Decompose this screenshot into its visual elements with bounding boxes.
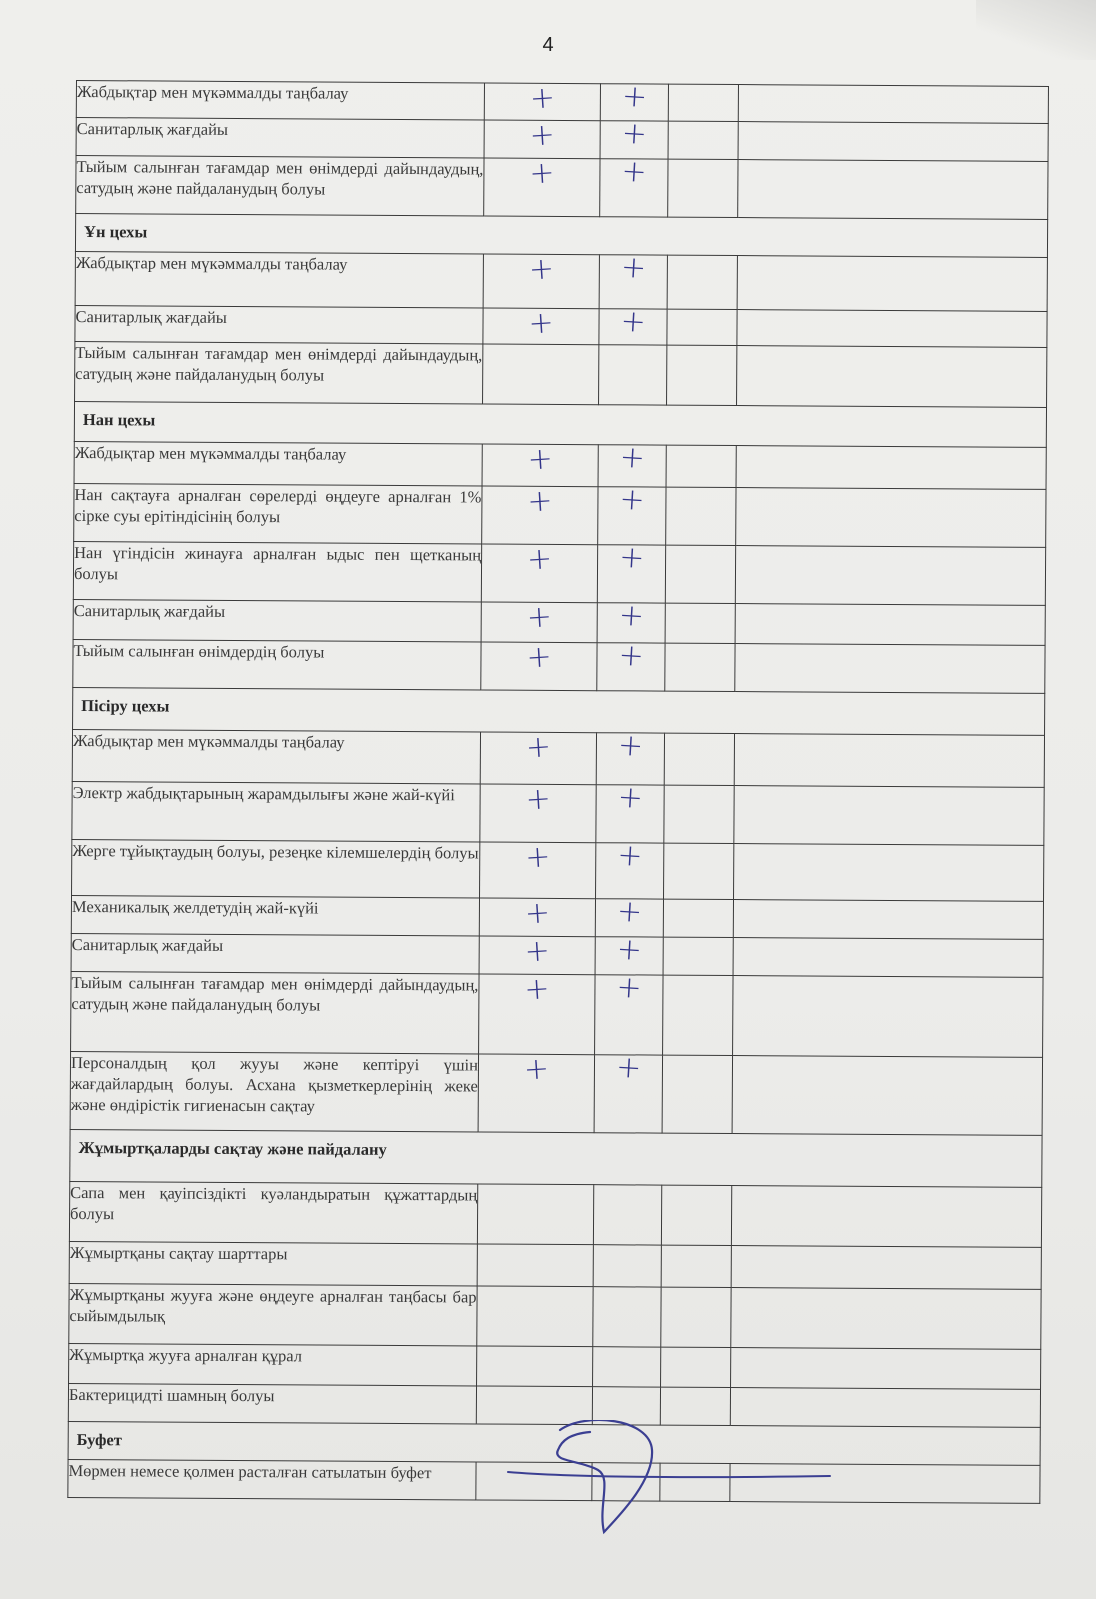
mark-cell-col3 bbox=[663, 975, 733, 1055]
checklist-row bbox=[73, 639, 1045, 693]
mark-cell-col1 bbox=[481, 599, 597, 643]
mark-cell-col4 bbox=[735, 604, 1045, 646]
handwritten-mark: + bbox=[525, 541, 554, 578]
handwritten-mark: + bbox=[528, 80, 557, 117]
mark-cell-col3 bbox=[664, 843, 734, 899]
handwritten-mark: + bbox=[620, 115, 648, 153]
handwritten-mark: + bbox=[617, 637, 645, 675]
mark-cell-col3 bbox=[668, 121, 738, 159]
mark-cell-col1 bbox=[479, 895, 595, 937]
handwritten-mark: + bbox=[523, 933, 551, 970]
checklist-row bbox=[70, 1051, 1042, 1135]
section-header-row bbox=[73, 687, 1045, 735]
checklist-row bbox=[71, 971, 1043, 1057]
checklist-row bbox=[72, 781, 1044, 845]
mark-cell-col4 bbox=[736, 488, 1046, 548]
mark-cell-col2 bbox=[600, 153, 668, 217]
checklist-row bbox=[69, 1283, 1041, 1349]
requirement-label: Жерге тұйықтаудың болуы, резеңке кілемшелердің болуы bbox=[72, 839, 480, 897]
mark-cell-col1 bbox=[477, 1286, 593, 1347]
mark-cell-col4 bbox=[736, 446, 1046, 490]
mark-cell-col4 bbox=[733, 938, 1043, 978]
checklist-row bbox=[71, 933, 1043, 977]
handwritten-mark: + bbox=[523, 971, 551, 1008]
requirement-label: Жабдықтар мен мүкәммалды таңбалау bbox=[76, 81, 484, 120]
checklist-row bbox=[76, 118, 1048, 162]
mark-cell-col4 bbox=[731, 1186, 1041, 1248]
mark-cell-col3 bbox=[666, 445, 736, 487]
handwritten-mark: + bbox=[619, 303, 647, 341]
checklist-row bbox=[69, 1181, 1041, 1247]
mark-cell-col1 bbox=[477, 1346, 593, 1387]
mark-cell-col4 bbox=[732, 1056, 1042, 1136]
mark-cell-col1 bbox=[483, 344, 599, 405]
section-title: Ұн цехы bbox=[75, 214, 1047, 258]
mark-cell-col1 bbox=[479, 933, 595, 975]
checklist-row bbox=[76, 81, 1048, 124]
requirement-label: Жабдықтар мен мүкәммалды таңбалау bbox=[75, 251, 483, 307]
mark-cell-col3 bbox=[663, 899, 733, 937]
mark-cell-col1 bbox=[484, 117, 600, 159]
mark-cell-col2 bbox=[595, 969, 663, 1055]
handwritten-mark: + bbox=[527, 251, 555, 288]
mark-cell-col2 bbox=[596, 837, 664, 899]
mark-cell-col4 bbox=[734, 786, 1044, 846]
handwritten-mark: + bbox=[616, 779, 644, 817]
mark-cell-col1 bbox=[481, 639, 597, 691]
requirement-label: Жабдықтар мен мүкәммалды таңбалау bbox=[72, 729, 480, 783]
requirement-label: Мөрмен немесе қолмен расталған сатылатын буфет bbox=[68, 1459, 476, 1499]
section-header-row bbox=[74, 401, 1046, 447]
checklist-row bbox=[72, 839, 1044, 901]
mark-cell-col4 bbox=[737, 256, 1047, 312]
mark-cell-col3 bbox=[661, 1347, 731, 1387]
mark-cell-col4 bbox=[734, 844, 1044, 902]
mark-cell-col4 bbox=[733, 976, 1043, 1058]
mark-cell-col1 bbox=[480, 781, 596, 843]
handwritten-mark: + bbox=[523, 895, 552, 932]
mark-cell-col1 bbox=[477, 1244, 593, 1287]
mark-cell-col2 bbox=[597, 597, 665, 643]
requirement-label: Бактерицидті шамның болуы bbox=[68, 1383, 476, 1423]
mark-cell-col3 bbox=[661, 1287, 731, 1347]
mark-cell-col3 bbox=[667, 255, 737, 309]
page-number: 4 bbox=[542, 34, 554, 56]
requirement-label: Жұмыртқа жууға арналған құрал bbox=[69, 1343, 477, 1385]
mark-cell-col3 bbox=[664, 733, 734, 785]
section-header-row bbox=[75, 214, 1047, 258]
requirement-label: Персоналдың қол жууы және кептіруі үшін жағдайлардың болуы. Асхана қызметкерлерінің жеке және өндірістік гигиенасын сақтау bbox=[70, 1051, 478, 1131]
mark-cell-col1 bbox=[482, 441, 598, 487]
checklist-row bbox=[68, 1459, 1040, 1503]
mark-cell-col4 bbox=[731, 1288, 1041, 1350]
handwritten-mark: + bbox=[620, 153, 648, 191]
mark-cell-col2 bbox=[597, 637, 665, 691]
handwritten-mark: + bbox=[525, 599, 553, 636]
mark-cell-col4 bbox=[738, 122, 1048, 162]
requirement-label: Электр жабдықтарының жарамдылығы және жай-күйі bbox=[72, 781, 480, 841]
handwritten-mark: + bbox=[615, 893, 644, 931]
checklist-row bbox=[73, 599, 1045, 645]
checklist-row bbox=[73, 541, 1045, 605]
requirement-label: Тыйым салынған тағамдар мен өнімдерді дайындаудың, сатудың және пайдаланудың болуы bbox=[76, 156, 484, 216]
handwritten-mark: + bbox=[522, 1051, 551, 1088]
mark-cell-col4 bbox=[731, 1348, 1041, 1390]
mark-cell-col2 bbox=[598, 481, 666, 545]
handwritten-mark: + bbox=[528, 155, 556, 192]
mark-cell-col4 bbox=[737, 346, 1047, 408]
mark-cell-col4 bbox=[735, 644, 1045, 694]
handwritten-mark: + bbox=[617, 597, 645, 635]
handwritten-mark: + bbox=[620, 78, 649, 116]
mark-cell-col2 bbox=[594, 1049, 662, 1133]
handwritten-mark: + bbox=[526, 441, 554, 478]
mark-cell-col4 bbox=[738, 160, 1048, 220]
mark-cell-col3 bbox=[664, 785, 734, 843]
inspection-checklist-table bbox=[67, 80, 1049, 1504]
mark-cell-col2 bbox=[598, 439, 666, 487]
mark-cell-col3 bbox=[660, 1463, 730, 1501]
checklist-row bbox=[69, 1241, 1041, 1289]
handwritten-mark: + bbox=[525, 639, 553, 676]
mark-cell-col2 bbox=[593, 1185, 661, 1245]
mark-cell-col1 bbox=[483, 251, 599, 309]
mark-cell-col1 bbox=[484, 155, 600, 217]
mark-cell-col3 bbox=[660, 1387, 730, 1425]
handwritten-mark: + bbox=[616, 727, 645, 765]
mark-cell-col4 bbox=[733, 900, 1043, 940]
mark-cell-col4 bbox=[738, 85, 1048, 124]
requirement-label: Санитарлық жағдайы bbox=[75, 305, 483, 343]
checklist-row bbox=[75, 305, 1047, 347]
mark-cell-col1 bbox=[481, 541, 597, 603]
mark-cell-col2 bbox=[593, 1347, 661, 1387]
section-header-row bbox=[68, 1421, 1040, 1465]
mark-cell-col3 bbox=[668, 84, 738, 121]
checklist-row bbox=[69, 1343, 1041, 1389]
mark-cell-col2 bbox=[595, 931, 663, 975]
handwritten-mark: + bbox=[527, 305, 555, 342]
mark-cell-col1 bbox=[478, 1051, 594, 1133]
mark-cell-col4 bbox=[737, 310, 1047, 348]
mark-cell-col4 bbox=[730, 1464, 1040, 1504]
mark-cell-col3 bbox=[666, 487, 736, 545]
mark-cell-col3 bbox=[661, 1245, 731, 1287]
mark-cell-col1 bbox=[479, 971, 595, 1055]
mark-cell-col3 bbox=[661, 1185, 731, 1245]
section-title: Нан цехы bbox=[74, 401, 1046, 447]
requirement-label: Жабдықтар мен мүкәммалды таңбалау bbox=[74, 441, 482, 485]
mark-cell-col1 bbox=[483, 305, 599, 345]
mark-cell-col3 bbox=[667, 309, 737, 345]
section-title: Пісіру цехы bbox=[73, 687, 1045, 735]
checklist-rows bbox=[68, 78, 1049, 1504]
handwritten-mark: + bbox=[615, 1049, 643, 1087]
section-title: Жұмыртқаларды сақтау және пайдалану bbox=[70, 1129, 1042, 1187]
mark-cell-col1 bbox=[476, 1462, 592, 1501]
requirement-label: Сапа мен қауіпсіздікті куәландыратын құжаттардың болуы bbox=[69, 1181, 477, 1243]
mark-cell-col3 bbox=[668, 159, 738, 217]
handwritten-mark: + bbox=[618, 439, 646, 477]
mark-cell-col2 bbox=[595, 893, 663, 937]
handwritten-mark: + bbox=[618, 481, 646, 519]
mark-cell-col2 bbox=[593, 1287, 661, 1347]
handwritten-mark: + bbox=[524, 781, 552, 818]
requirement-label: Нан сақтауға арналған сөрелерді өңдеуге арналған 1% сірке суы ерітіндісінің болуы bbox=[74, 483, 482, 543]
mark-cell-col2 bbox=[599, 249, 667, 309]
mark-cell-col3 bbox=[665, 643, 735, 691]
mark-cell-col3 bbox=[667, 345, 737, 405]
checklist-row bbox=[74, 441, 1046, 489]
requirement-label: Нан үгіндісін жинауға арналған ыдыс пен щетканың болуы bbox=[73, 541, 481, 601]
mark-cell-col2 bbox=[599, 345, 667, 405]
mark-cell-col1 bbox=[477, 1184, 593, 1245]
mark-cell-col3 bbox=[665, 603, 735, 643]
mark-cell-col4 bbox=[730, 1388, 1040, 1428]
checklist-row bbox=[68, 1383, 1040, 1427]
mark-cell-col1 bbox=[484, 80, 600, 121]
mark-cell-col2 bbox=[596, 779, 664, 843]
checklist-row bbox=[76, 156, 1048, 220]
mark-cell-col2 bbox=[599, 303, 667, 345]
requirement-label: Тыйым салынған тағамдар мен өнімдерді дайындаудың, сатудың және пайдаланудың болуы bbox=[71, 971, 479, 1053]
mark-cell-col3 bbox=[663, 937, 733, 975]
checklist-row bbox=[74, 483, 1046, 547]
mark-cell-col4 bbox=[734, 734, 1044, 788]
checklist-row bbox=[75, 251, 1047, 311]
handwritten-mark: + bbox=[616, 837, 644, 875]
handwritten-mark: + bbox=[526, 483, 554, 520]
mark-cell-col4 bbox=[735, 546, 1045, 606]
handwritten-mark: + bbox=[615, 931, 643, 969]
requirement-label: Жұмыртқаны жууға және өңдеуге арналған таңбасы бар сыйымдылық bbox=[69, 1283, 477, 1345]
checklist-row bbox=[72, 729, 1044, 787]
mark-cell-col2 bbox=[592, 1463, 660, 1501]
mark-cell-col3 bbox=[665, 545, 735, 603]
handwritten-mark: + bbox=[524, 729, 553, 766]
mark-cell-col2 bbox=[593, 1245, 661, 1287]
checklist-row bbox=[75, 341, 1047, 407]
section-title: Буфет bbox=[68, 1421, 1040, 1465]
handwritten-mark: + bbox=[524, 839, 552, 876]
mark-cell-col2 bbox=[600, 115, 668, 159]
requirement-label: Тыйым салынған тағамдар мен өнімдерді дайындаудың, сатудың және пайдаланудың болуы bbox=[75, 341, 483, 403]
checklist-row bbox=[71, 895, 1043, 939]
handwritten-mark: + bbox=[618, 539, 646, 577]
requirement-label: Санитарлық жағдайы bbox=[76, 118, 484, 158]
requirement-label: Санитарлық жағдайы bbox=[73, 599, 481, 641]
requirement-label: Жұмыртқаны сақтау шарттары bbox=[69, 1241, 477, 1285]
mark-cell-col2 bbox=[592, 1387, 660, 1425]
requirement-label: Механикалық желдетудің жай-күйі bbox=[71, 895, 479, 935]
requirement-label: Тыйым салынған өнімдердің болуы bbox=[73, 639, 481, 689]
mark-cell-col2 bbox=[596, 727, 664, 785]
requirement-label: Санитарлық жағдайы bbox=[71, 933, 479, 973]
section-header-row bbox=[70, 1129, 1042, 1187]
mark-cell-col3 bbox=[662, 1055, 732, 1133]
mark-cell-col1 bbox=[480, 729, 596, 785]
handwritten-mark: + bbox=[615, 969, 643, 1007]
handwritten-mark: + bbox=[528, 117, 556, 154]
mark-cell-col1 bbox=[482, 483, 598, 545]
mark-cell-col4 bbox=[731, 1246, 1041, 1290]
handwritten-mark: + bbox=[619, 249, 648, 287]
mark-cell-col1 bbox=[480, 839, 596, 899]
mark-cell-col1 bbox=[476, 1386, 592, 1425]
mark-cell-col2 bbox=[597, 539, 665, 603]
